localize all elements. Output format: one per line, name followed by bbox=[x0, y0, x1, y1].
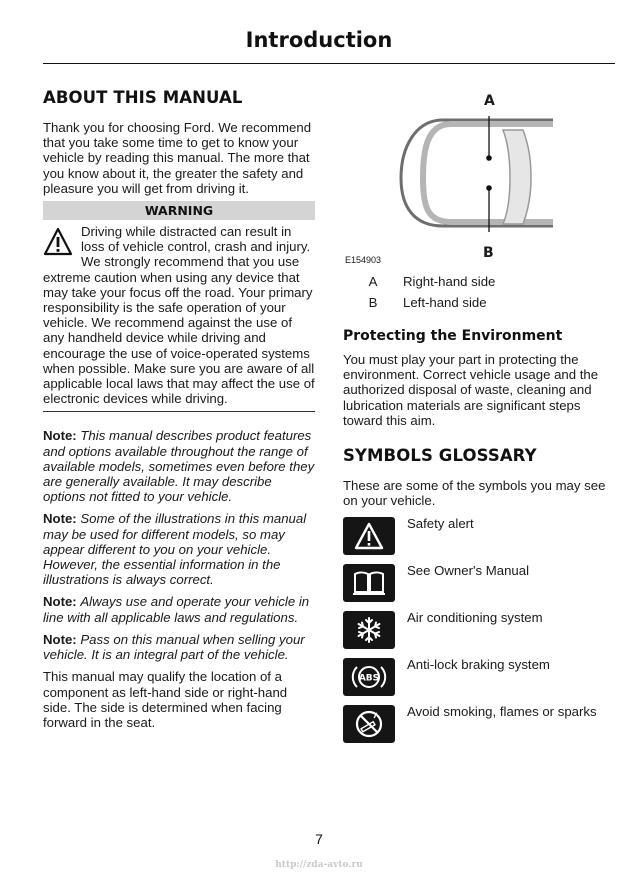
abs-icon-text: ABS bbox=[358, 673, 380, 684]
symbol-row bbox=[343, 611, 623, 649]
note-label: Note: bbox=[43, 631, 77, 647]
note-label: Note: bbox=[43, 511, 77, 527]
note-text: Some of the illustrations in this manual may be used for different models, so may appear different to you on your vehicle. However, the essential information in the illustrations is always correct. bbox=[43, 511, 307, 588]
legend-row bbox=[343, 274, 623, 289]
car-top-view-illustration bbox=[343, 88, 623, 268]
note-text: This manual describes product features and options available throughout the range of available models, sometimes even before they are generally available. It may describe options not fitted to your vehicle. bbox=[43, 428, 315, 505]
environment-heading: Protecting the Environment bbox=[343, 328, 563, 344]
air-conditioning-icon bbox=[343, 611, 395, 649]
footer-url[interactable]: http://zda-avto.ru bbox=[275, 860, 363, 870]
figure-legend bbox=[343, 274, 623, 310]
page-number: 7 bbox=[315, 831, 323, 847]
warning-box bbox=[43, 201, 315, 412]
symbol-label: Air conditioning system bbox=[407, 610, 543, 626]
note-item bbox=[43, 632, 315, 662]
symbol-row bbox=[343, 517, 623, 555]
symbols-intro: These are some of the symbols you may see on your vehicle. bbox=[343, 478, 606, 509]
note-item bbox=[43, 594, 315, 624]
symbol-row bbox=[343, 705, 623, 743]
header-rule bbox=[43, 63, 615, 64]
symbol-row bbox=[343, 658, 623, 696]
warning-triangle-icon bbox=[43, 227, 73, 257]
about-heading: ABOUT THIS MANUAL bbox=[43, 88, 243, 107]
warning-body bbox=[43, 224, 315, 406]
no-smoking-icon bbox=[343, 705, 395, 743]
legend-key: B bbox=[368, 295, 378, 310]
legend-key: A bbox=[368, 274, 378, 289]
legend-row bbox=[343, 295, 623, 310]
symbol-row bbox=[343, 564, 623, 602]
note-label: Note: bbox=[43, 428, 77, 444]
abs-icon bbox=[343, 658, 395, 696]
symbol-label: Anti-lock braking system bbox=[407, 657, 550, 673]
warning-label: WARNING bbox=[43, 201, 315, 220]
note-text: Pass on this manual when selling your vehicle. It is an integral part of the vehicle. bbox=[43, 631, 305, 663]
vehicle-figure bbox=[343, 88, 623, 268]
figure-label-b: B bbox=[483, 245, 494, 261]
figure-label-a: A bbox=[484, 93, 495, 109]
note-item bbox=[43, 511, 315, 587]
environment-text: You must play your part in protecting the environment. Correct vehicle usage and the authorized disposal of waste, cleaning and lubrication materials are significant steps toward this aim. bbox=[343, 352, 599, 428]
owners-manual-icon bbox=[343, 564, 395, 602]
about-intro: Thank you for choosing Ford. We recommend that you take some time to get to know your vehicle by reading this manual. The more that you know about it, the greater the safety and pleasure you will get from driving it. bbox=[43, 120, 312, 196]
right-column bbox=[343, 88, 623, 752]
figure-code: E154903 bbox=[345, 255, 382, 265]
safety-alert-icon bbox=[343, 517, 395, 555]
note-item bbox=[43, 428, 315, 504]
symbols-heading: SYMBOLS GLOSSARY bbox=[343, 446, 537, 466]
note-label: Note: bbox=[43, 594, 77, 610]
closing-paragraph: This manual may qualify the location of a component as left-hand side or right-hand side. The side is determined when facing forward in the seat. bbox=[43, 669, 288, 730]
legend-value: Right-hand side bbox=[403, 274, 496, 289]
left-column bbox=[43, 88, 315, 730]
symbol-label: Safety alert bbox=[407, 516, 474, 532]
symbol-label: See Owner's Manual bbox=[407, 563, 529, 579]
warning-text: Driving while distracted can result in loss of vehicle control, crash and injury. We strongly recommend that you use extreme caution when using any device that may take your focus off the road. Your primary responsibility is the safe operation of your vehicle. We recommend against the use of any handheld device while driving and encourage the use of voice-operated systems when possible. Make sure you are aware of all applicable local laws that may affect the use of electronic devices while driving. bbox=[43, 224, 315, 407]
note-text: Always use and operate your vehicle in line with all applicable laws and regulations. bbox=[43, 594, 310, 625]
legend-value: Left-hand side bbox=[403, 295, 487, 310]
page-header: Introduction bbox=[245, 28, 393, 52]
symbol-label: Avoid smoking, flames or sparks bbox=[407, 704, 597, 720]
